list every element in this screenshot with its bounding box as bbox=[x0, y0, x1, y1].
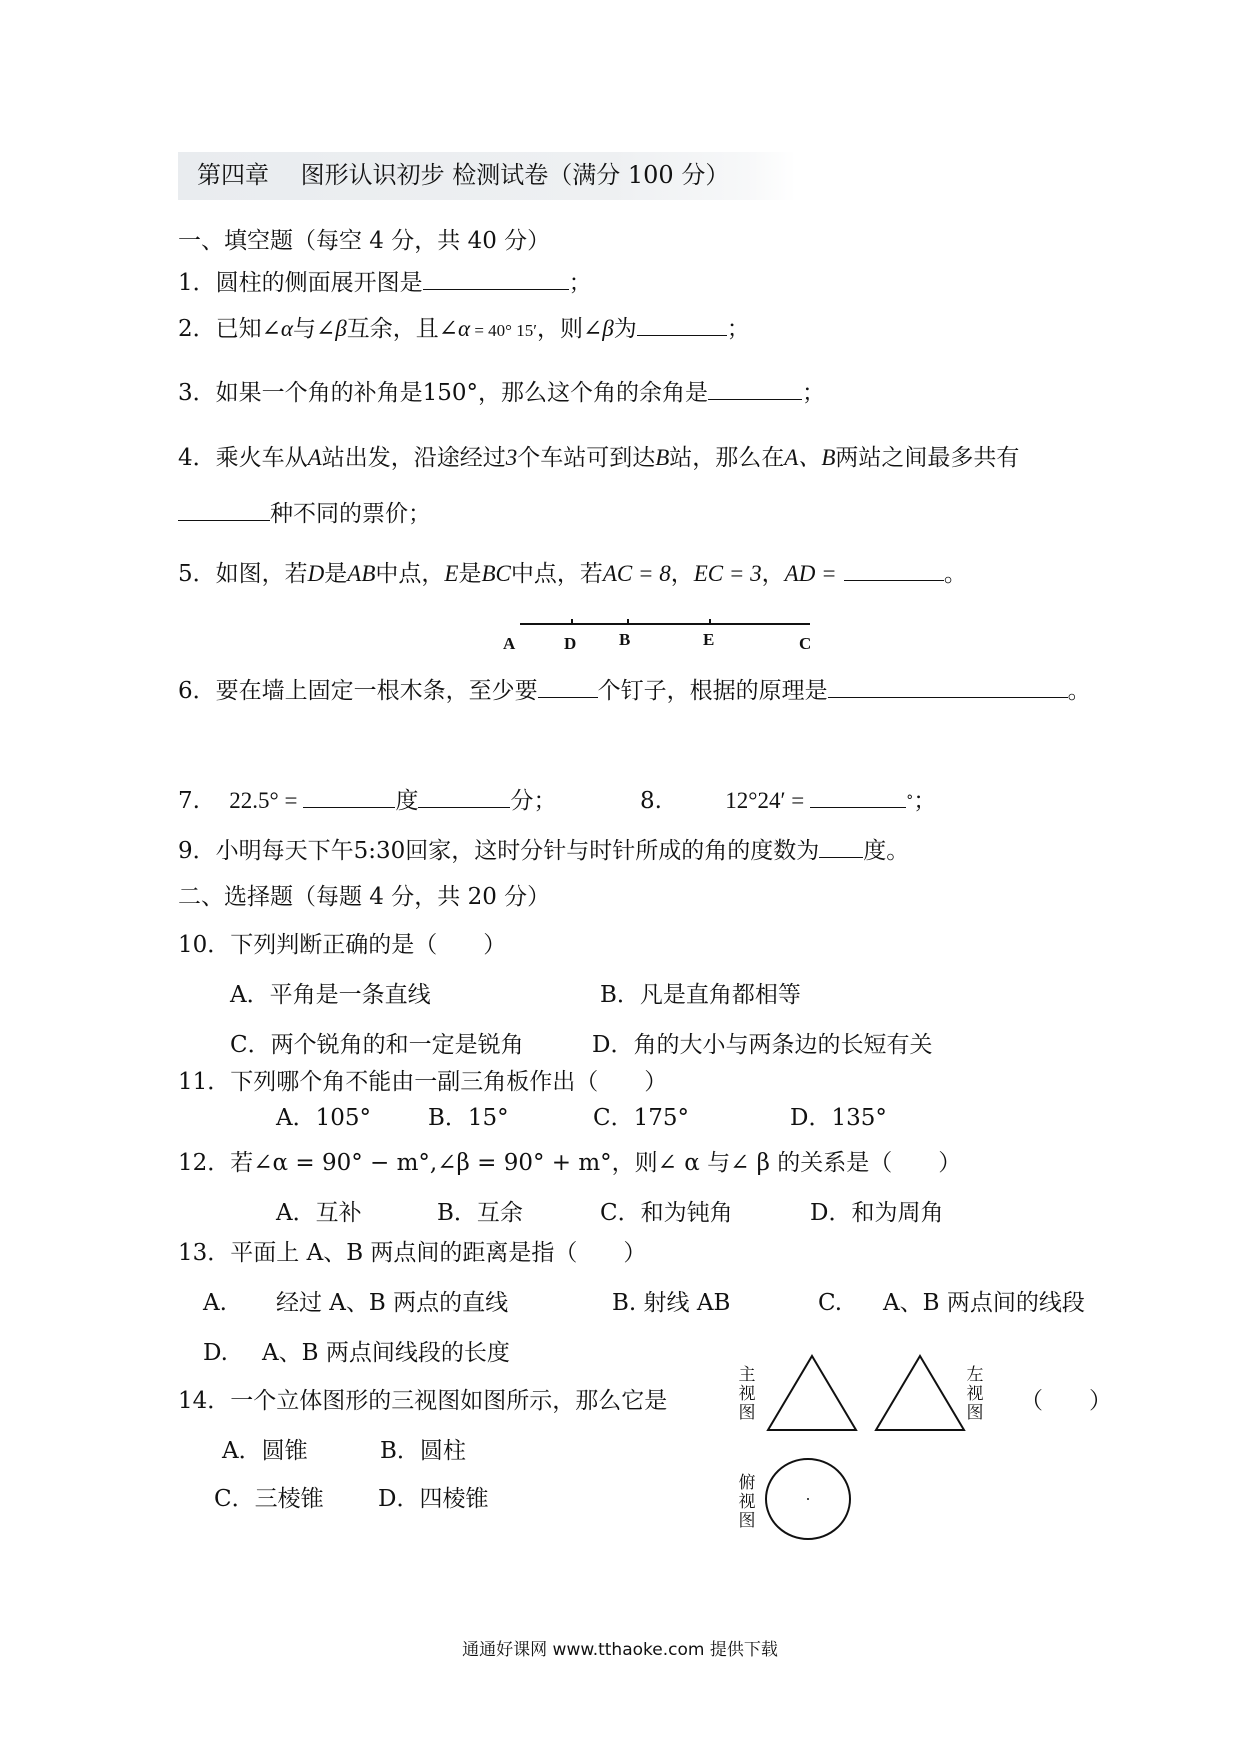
question-10-stem: 10．下列判断正确的是（ ） bbox=[178, 932, 507, 958]
segment-figure bbox=[510, 612, 830, 652]
footer-download-note: 通通好课网 www.tthaoke.com 提供下载 bbox=[462, 1640, 778, 1660]
q4-blank[interactable] bbox=[178, 500, 270, 521]
q10-option-A[interactable]: A．平角是一条直线 bbox=[230, 982, 431, 1008]
q4-B: B bbox=[655, 445, 670, 470]
q2-end: ； bbox=[726, 316, 750, 342]
q10-option-B[interactable]: B．凡是直角都相等 bbox=[600, 982, 801, 1008]
question-8 bbox=[640, 786, 936, 816]
question-14-stem: 14．一个立体图形的三视图如图所示，那么它是 bbox=[178, 1388, 668, 1414]
q12-option-D[interactable]: D．和为周角 bbox=[810, 1200, 944, 1226]
q8-value: 12°24′ = bbox=[725, 788, 805, 813]
q3-end: ； bbox=[802, 380, 826, 406]
q1-blank[interactable] bbox=[423, 269, 569, 290]
q14-option-A[interactable]: A．圆锥 bbox=[222, 1438, 308, 1464]
q2-mid3: ，则∠ bbox=[536, 316, 603, 342]
q2-mid2: 互余，且∠ bbox=[346, 316, 459, 342]
q14-answer-paren: （ ） bbox=[1020, 1388, 1112, 1414]
q7-minute-label: 分； bbox=[510, 788, 557, 814]
q6-blank-principle[interactable] bbox=[828, 677, 1068, 698]
q1-end: ； bbox=[568, 270, 592, 296]
q5-AB: AB bbox=[347, 561, 376, 586]
q5-m1: 是 bbox=[324, 561, 348, 587]
q2-blank[interactable] bbox=[637, 315, 727, 336]
question-7 bbox=[178, 786, 556, 816]
segment-label-D: D bbox=[564, 634, 577, 653]
q2-beta: β bbox=[335, 316, 347, 341]
q4-line2: 种不同的票价； bbox=[270, 501, 431, 527]
segment-label-B: B bbox=[619, 630, 631, 649]
q5-AC: AC = 8 bbox=[602, 561, 671, 586]
q5-pre: 5．如图，若 bbox=[178, 561, 308, 587]
q11-option-D[interactable]: D．135° bbox=[790, 1105, 887, 1131]
q9-pre: 9．小明每天下午5:30回家，这时分针与时针所成的角的度数为 bbox=[178, 838, 820, 864]
q4-m3: 站，那么在 bbox=[669, 445, 785, 471]
q8-unit: ° bbox=[906, 793, 914, 809]
question-5 bbox=[178, 559, 967, 589]
q9-blank[interactable] bbox=[819, 837, 863, 858]
question-1 bbox=[178, 268, 592, 298]
q5-EC: EC = 3 bbox=[693, 561, 762, 586]
section-choice-heading: 二、选择题（每题 4 分，共 20 分） bbox=[178, 884, 551, 910]
q4-pre: 4．乘火车从 bbox=[178, 445, 308, 471]
left-view-label: 左视图 bbox=[966, 1365, 984, 1423]
section-fill-blank-heading: 一、填空题（每空 4 分，共 40 分） bbox=[178, 228, 551, 254]
top-view-circle bbox=[762, 1456, 854, 1542]
q2-mid4: 为 bbox=[613, 316, 637, 342]
q13-option-D[interactable]: A、B 两点间线段的长度 bbox=[262, 1340, 510, 1366]
q4-m2: 个车站可到达 bbox=[517, 445, 656, 471]
question-3 bbox=[178, 378, 825, 408]
q11-option-C[interactable]: C．175° bbox=[593, 1105, 689, 1131]
q6-blank-count[interactable] bbox=[538, 677, 598, 698]
q5-end: 。 bbox=[943, 561, 967, 587]
q7-value: 22.5° = bbox=[229, 788, 298, 813]
q11-option-B[interactable]: B．15° bbox=[428, 1105, 509, 1131]
q5-sep1: ， bbox=[670, 561, 694, 587]
q14-option-C[interactable]: C．三棱锥 bbox=[214, 1486, 324, 1512]
segment-label-C: C bbox=[799, 634, 812, 653]
q5-m2: 中点， bbox=[375, 561, 445, 587]
q4-n: 3 bbox=[505, 445, 518, 470]
q10-option-D[interactable]: D．角的大小与两条边的长短有关 bbox=[592, 1032, 933, 1058]
q12-option-B[interactable]: B．互余 bbox=[437, 1200, 523, 1226]
q13-option-D-letter: D. bbox=[203, 1340, 228, 1366]
segment-label-E: E bbox=[703, 630, 715, 649]
q13-option-A[interactable]: 经过 A、B 两点的直线 bbox=[276, 1290, 509, 1316]
front-view-triangle bbox=[764, 1353, 860, 1433]
q5-blank[interactable] bbox=[844, 560, 944, 581]
q2-mid1: 与∠ bbox=[292, 316, 336, 342]
question-9 bbox=[178, 836, 909, 866]
q2-equation: = 40° 15′ bbox=[470, 321, 537, 340]
q2-pre: 2．已知∠ bbox=[178, 316, 281, 342]
q1-text: 1．圆柱的侧面展开图是 bbox=[178, 270, 423, 296]
q14-option-D[interactable]: D．四棱锥 bbox=[378, 1486, 489, 1512]
q5-BC: BC bbox=[481, 561, 511, 586]
q2-beta2: β bbox=[602, 316, 614, 341]
q14-option-B[interactable]: B．圆柱 bbox=[380, 1438, 466, 1464]
q2-alpha2: α bbox=[458, 316, 471, 341]
question-13-stem: 13．平面上 A、B 两点间的距离是指（ ） bbox=[178, 1240, 647, 1266]
question-4-line2 bbox=[178, 499, 431, 529]
q5-sep2: ， bbox=[761, 561, 785, 587]
segment-label-A: A bbox=[503, 634, 516, 653]
q6-pre: 6．要在墙上固定一根木条，至少要 bbox=[178, 678, 538, 704]
q5-E: E bbox=[444, 561, 459, 586]
q7-degree-label: 度 bbox=[395, 788, 419, 814]
q13-option-C[interactable]: A、B 两点间的线段 bbox=[883, 1290, 1085, 1316]
question-2 bbox=[178, 314, 750, 346]
front-view-label: 主视图 bbox=[738, 1365, 756, 1423]
q5-m4: 中点，若 bbox=[510, 561, 603, 587]
top-view-label: 俯视图 bbox=[738, 1473, 756, 1531]
q8-number: 8. bbox=[640, 788, 662, 814]
q2-alpha: α bbox=[280, 316, 293, 341]
question-12-stem: 12．若∠α = 90° − m°,∠β = 90° + m°，则∠ α 与∠ β 的关系是（ ） bbox=[178, 1150, 962, 1176]
q8-blank[interactable] bbox=[810, 787, 906, 808]
q7-blank-minute[interactable] bbox=[418, 787, 510, 808]
question-11-stem: 11．下列哪个角不能由一副三角板作出（ ） bbox=[178, 1069, 668, 1095]
q7-number: 7. bbox=[178, 788, 200, 814]
page-title: 第四章 图形认识初步 检测试卷（满分 100 分） bbox=[197, 161, 730, 189]
q5-AD: AD = bbox=[784, 561, 837, 586]
q12-option-C[interactable]: C．和为钝角 bbox=[600, 1200, 733, 1226]
q6-mid: 个钉子，根据的原理是 bbox=[597, 678, 828, 704]
q7-blank-degree[interactable] bbox=[303, 787, 395, 808]
question-6 bbox=[178, 676, 1091, 706]
q6-end: 。 bbox=[1067, 678, 1091, 704]
left-view-triangle bbox=[872, 1353, 968, 1433]
q4-A: A bbox=[307, 445, 322, 470]
question-4 bbox=[178, 443, 1019, 473]
q12-option-A[interactable]: A．互补 bbox=[276, 1200, 362, 1226]
q4-m1: 站出发，沿途经过 bbox=[321, 445, 506, 471]
q13-option-B[interactable]: B. 射线 AB bbox=[612, 1290, 731, 1316]
q10-option-C[interactable]: C．两个锐角的和一定是锐角 bbox=[230, 1032, 524, 1058]
q4-m4: 两站之间最多共有 bbox=[835, 445, 1020, 471]
q8-end: ； bbox=[913, 788, 937, 814]
q13-option-C-letter: C. bbox=[818, 1290, 843, 1316]
q3-pre: 3．如果一个角的补角是150°，那么这个角的余角是 bbox=[178, 380, 709, 406]
q5-m3: 是 bbox=[458, 561, 482, 587]
q4-AB: A、B bbox=[784, 445, 836, 470]
q3-blank[interactable] bbox=[708, 379, 802, 400]
q13-option-A-letter: A. bbox=[203, 1290, 227, 1316]
q9-end: 度。 bbox=[863, 838, 910, 864]
q5-D: D bbox=[307, 561, 325, 586]
q11-option-A[interactable]: A．105° bbox=[276, 1105, 372, 1131]
